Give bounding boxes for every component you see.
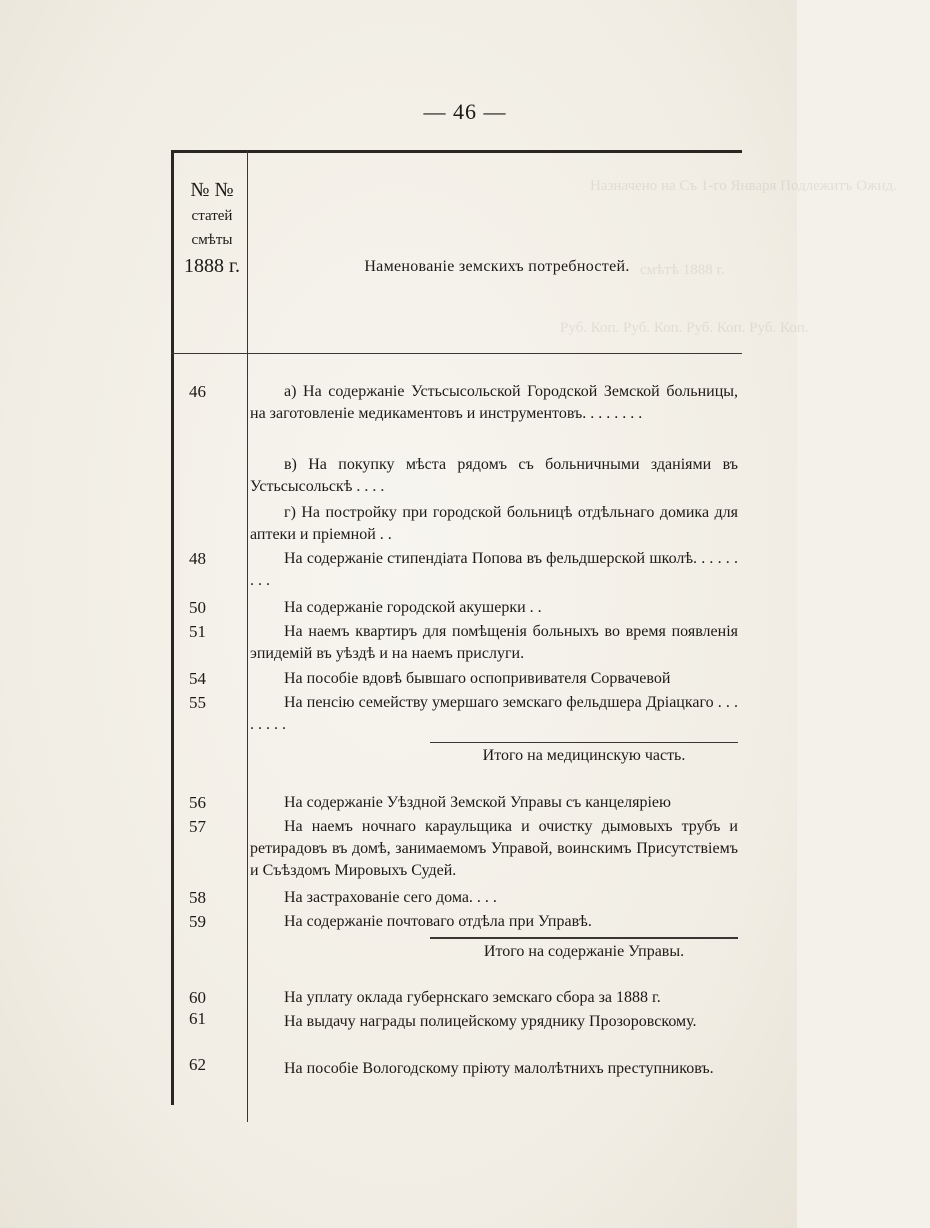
bleed-through: Назначено на Съ 1-го Января Подлежитъ Ожид. [590, 178, 897, 194]
row-text: На пособіе Вологодскому пріюту малолѣтнихъ преступниковъ. [284, 1060, 714, 1077]
row-number: 59 [189, 912, 206, 931]
row-number: 48 [189, 549, 206, 568]
header-number-line: 1888 г. [184, 255, 240, 277]
row-text: На пенсію семейству умершаго земскаго фельдшера Дріацкаго . . . . . . . . [250, 694, 738, 733]
row-text: На содержаніе почтоваго отдѣла при Управѣ. [284, 913, 592, 930]
row-number: 51 [189, 622, 206, 641]
row-text: На содержаніе Уѣздной Земской Управы съ канцеляріею [284, 794, 671, 811]
header-number-column [176, 176, 248, 280]
row-text: в) На покупку мѣста рядомъ съ больничными зданіями въ Устьсысольскѣ . . . . [250, 456, 738, 495]
row-number: 56 [189, 793, 206, 812]
row-number: 62 [189, 1055, 206, 1074]
row-text: г) На постройку при городской больницѣ отдѣльнаго домика для аптеки и пріемной . . [250, 504, 738, 543]
row-number: 61 [189, 1009, 206, 1028]
row-text: На пособіе вдовѣ бывшаго оспопрививателя Сорвачевой [284, 670, 671, 687]
row-text: На содержаніе стипендіата Попова въ фельдшерской школѣ. . . . . . . . . [250, 550, 738, 589]
column-divider [247, 150, 248, 1122]
row-text: На уплату оклада губернскаго земскаго сбора за 1888 г. [284, 989, 661, 1006]
page-number: — 46 — [423, 99, 507, 124]
row-number: 50 [189, 598, 206, 617]
total-uprava: Итого на содержаніе Управы. [483, 943, 685, 960]
header-number-line: статей [191, 208, 233, 224]
row-number: 46 [189, 382, 206, 401]
row-text: На выдачу награды полицейскому уряднику Прозоровскому. [284, 1013, 697, 1030]
row-number: 60 [189, 988, 206, 1007]
row-number: 58 [189, 888, 206, 907]
total-medical: Итого на медицинскую часть. [482, 747, 686, 764]
header-rule [171, 353, 742, 354]
header-name-column: Наменованіе земскихъ потребностей. [364, 258, 630, 275]
bleed-through: Руб. Коп. Руб. Коп. Руб. Коп. Руб. Коп. [560, 320, 809, 336]
row-number: 57 [189, 817, 206, 836]
header-number-line: № № [190, 179, 234, 201]
header-number-line: смѣты [191, 232, 233, 248]
bleed-through: смѣтѣ 1888 г. [640, 262, 725, 278]
row-text: На наемъ ночнаго караульщика и очистку дымовыхъ трубъ и ретирадовъ въ домѣ, занимаемомъ Управой, воинскимъ Присутствіемъ и Съѣздомъ Мировыхъ Судей. [250, 818, 738, 879]
total-rule [430, 937, 738, 939]
row-text: На застрахованіе сего дома. . . . [284, 889, 497, 906]
row-text: На наемъ квартиръ для помѣщенія больныхъ во время появленія эпидемій въ уѣздѣ и на наемъ прислуги. [250, 623, 738, 662]
row-number: 54 [189, 669, 206, 688]
row-text: На содержаніе городской акушерки . . [284, 599, 542, 616]
row-text: а) На содержаніе Устьсысольской Городской Земской больницы, на заготовленіе медикаментовъ и инструментовъ. . . . . . . . [250, 383, 738, 422]
row-number: 55 [189, 693, 206, 712]
top-rule [171, 150, 742, 153]
total-rule [430, 742, 738, 743]
